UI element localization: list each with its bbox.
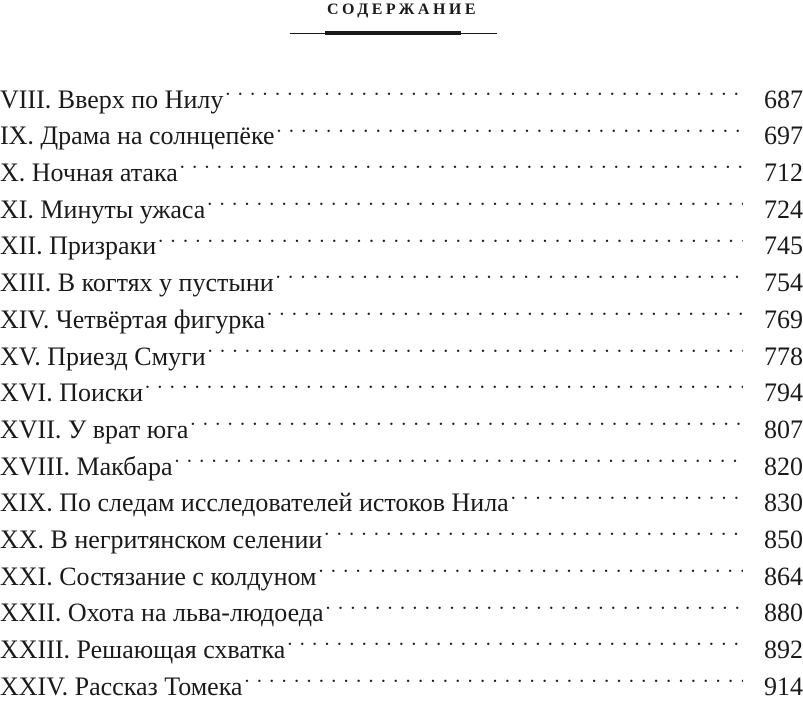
toc-entry-page: 724 — [764, 194, 803, 224]
toc-entry-page: 864 — [764, 561, 803, 591]
toc-entry-page: 778 — [764, 341, 803, 371]
toc-entry-title: XIII. В когтях у пустыни — [0, 268, 274, 298]
toc-entry-title: XXI. Состязание с колдуном — [0, 561, 317, 591]
toc-entry-page: 892 — [764, 635, 803, 664]
toc-entry-page: 769 — [764, 304, 803, 334]
toc-entry-title: IX. Драма на солнцепёке — [0, 121, 275, 151]
toc-entry-title: XV. Приезд Смуги — [0, 341, 206, 371]
table-of-contents — [0, 71, 803, 701]
toc-entry-title: XXII. Охота на льва-людоеда — [0, 598, 324, 628]
dot-leader — [276, 254, 743, 291]
dot-leader — [324, 511, 743, 548]
toc-entry-page: 820 — [764, 451, 803, 481]
toc-entry-title: VIII. Вверх по Нилу — [0, 84, 224, 114]
toc-entry-title: XII. Призраки — [0, 231, 157, 261]
toc-entry-page: 914 — [764, 671, 803, 701]
toc-entry-page: 687 — [764, 84, 803, 114]
dot-leader — [207, 181, 743, 218]
page-title: СОДЕРЖАНИЕ — [326, 1, 480, 18]
toc-entry-title: XVI. Поиски — [0, 378, 143, 408]
toc-entry-title: XXIII. Решающая схватка — [0, 635, 286, 664]
dot-leader — [267, 291, 743, 328]
toc-entry-title: XX. В негритянском селении — [0, 524, 323, 554]
toc-entry[interactable] — [0, 71, 803, 114]
dot-leader — [145, 365, 743, 402]
toc-entry-page: 794 — [764, 378, 803, 408]
page-header — [0, 0, 803, 19]
toc-entry-page: 880 — [764, 598, 803, 628]
toc-entry-page: 850 — [764, 524, 803, 554]
toc-entry-page: 745 — [764, 231, 803, 261]
toc-entry-page: 807 — [764, 414, 803, 444]
toc-entry-page: 754 — [764, 268, 803, 298]
dot-leader — [326, 585, 743, 622]
dot-leader — [158, 218, 743, 255]
toc-entry-title: XVII. У врат юга — [0, 414, 189, 444]
toc-entry-title: XXIV. Рассказ Томека — [0, 671, 243, 701]
dot-leader — [208, 328, 743, 365]
dot-leader — [190, 401, 743, 438]
toc-entry-title: XI. Минуты ужаса — [0, 194, 206, 224]
dot-leader — [174, 438, 743, 475]
toc-entry-title: X. Ночная атака — [0, 158, 178, 188]
header-divider-accent — [325, 31, 461, 35]
dot-leader — [277, 108, 744, 145]
toc-entry-title: XIV. Четвёртая фигурка — [0, 304, 266, 334]
dot-leader — [318, 548, 743, 585]
toc-entry-title: XIX. По следам исследователей истоков Нила — [0, 488, 509, 518]
dot-leader — [244, 658, 743, 695]
dot-leader — [180, 144, 743, 181]
toc-entry-page: 697 — [764, 121, 803, 151]
dot-leader — [225, 71, 743, 108]
toc-entry-page: 712 — [764, 158, 803, 188]
dot-leader — [511, 475, 743, 512]
dot-leader — [287, 621, 743, 658]
toc-entry-page: 830 — [764, 488, 803, 518]
toc-entry-title: XVIII. Макбара — [0, 451, 173, 481]
